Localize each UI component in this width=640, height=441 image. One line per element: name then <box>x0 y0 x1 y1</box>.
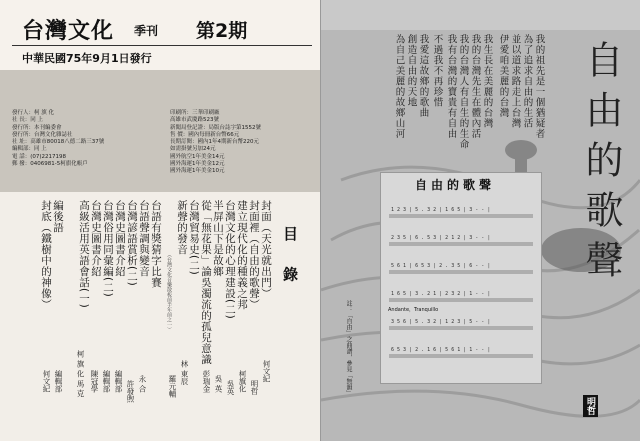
toc-author: 吳 英 <box>214 375 223 393</box>
toc-entry: 台灣諺語賞析(二) <box>126 200 138 287</box>
magazine-frequency: 季刊 <box>134 24 159 38</box>
toc-entry: 台語有獎猜字比賽 <box>150 200 162 288</box>
toc-author: 編輯部 <box>54 370 63 393</box>
publisher-info-right <box>170 110 261 176</box>
info-line: 發行所：本刊編委會 <box>12 124 62 131</box>
essay-line: 我愛這故鄉的歌曲 <box>417 34 429 118</box>
music-score <box>380 172 542 384</box>
essay-line: 伊愛咱美麗的台灣 <box>497 34 509 118</box>
toc-sub-note: （台灣文化音樂散板前半年前之一） <box>166 252 172 332</box>
toc-author: 陳冠學 <box>90 370 99 393</box>
toc-entry: 封面（天光就出門） <box>260 200 272 299</box>
info-line: 國外航空1年美金14元 <box>170 153 225 160</box>
toc-entry: 台語聲調與變音 <box>138 200 150 277</box>
toc-heading: 目 錄 <box>281 226 299 292</box>
publish-date: 中華民國75年9月1日發行 <box>22 52 152 65</box>
essay-line: 我的祖先是一個猶疑者 <box>533 34 545 139</box>
publisher-info-left <box>12 110 104 168</box>
essay-line: 創造自由的天地 <box>405 34 417 108</box>
poem-title: 自由的歌聲 <box>579 40 623 290</box>
info-line: 社 址：高雄市80018八德二路三37號 <box>12 139 105 146</box>
score-staves <box>381 173 541 383</box>
toc-entry: 台灣文化的心理建設(二) <box>224 200 236 320</box>
toc-entry: 台灣俗用同彙編(二) <box>102 200 114 298</box>
toc-author: 吳英 <box>226 380 235 395</box>
info-line: 長期訂閱：國內1年4期新台幣220元 <box>170 139 259 146</box>
info-line: 售 價：國內每冊新台幣66元 <box>170 131 240 138</box>
toc-entry: 建立現代化的種義之邦 <box>236 200 248 310</box>
toc-entry: 封底（鐵樹中的神像） <box>40 200 52 310</box>
toc-author: 彭瑞金 <box>202 370 211 393</box>
svg-text:3 5 6 | 5 . 3 2 | 1 2 3 | 5 -: 3 5 6 | 5 . 3 2 | 1 2 3 | 5 - - | <box>391 319 491 325</box>
svg-text:2 3 5 | 6 . 5 3 | 2 1 2 | 3 -: 2 3 5 | 6 . 5 3 | 2 1 2 | 3 - - | <box>391 235 491 241</box>
svg-text:1 2 3 | 5 . 3 2 | 1 6 5 | 3 -: 1 2 3 | 5 . 3 2 | 1 6 5 | 3 - - | <box>391 207 491 213</box>
score-note: 註：「自由」之曲譜，參見「無韻」 <box>345 300 352 396</box>
toc-author: 何文紀 <box>42 370 51 393</box>
author-name: 明哲 <box>583 395 598 417</box>
essay-line: 並以道求路走上台灣 <box>509 34 521 129</box>
toc-author: 明哲 <box>250 380 259 395</box>
info-line: 電 話：(07)2217198 <box>12 153 67 160</box>
info-line: 新聞局登記證：局版台誌字第1552號 <box>170 124 261 131</box>
issue-number: 第2期 <box>196 20 248 42</box>
essay-line: 我的台灣人有自生的生命 <box>457 34 469 150</box>
essay-line: 我生長在美麗的台灣 <box>481 34 493 129</box>
toc-author: 編輯部 <box>114 370 123 393</box>
toc-author: 何文紀 <box>262 360 271 383</box>
essay-line: 我的台灣先生在體內活 <box>469 34 481 139</box>
toc-entry: 封面裡（自由的歌聲） <box>248 200 260 310</box>
info-line: 發行人：柯 旗 化 <box>12 110 54 116</box>
info-line: 國外海運1年美金12元 <box>170 161 225 168</box>
info-line: 社 長：同 上 <box>12 117 43 124</box>
toc-author: 柯旗化 <box>238 370 247 393</box>
publisher-info <box>0 70 320 192</box>
score-tempo: Andante，Tranquillo <box>388 307 439 313</box>
magazine-title: 台灣文化 <box>22 19 115 44</box>
info-line: 郵 撥：0406981-5柯旗化帳戶 <box>12 161 88 168</box>
toc-entry: 編後語 <box>52 200 64 233</box>
score-title: 自由的歌聲 <box>415 178 496 192</box>
essay-line: 為了追求自由的生活 <box>521 34 533 129</box>
info-line: 發行所：台灣文化雜誌社 <box>12 131 73 138</box>
toc-author: 柯 旗 化 馬 克 <box>76 350 85 398</box>
toc-entry: 從「無花果」論吳濁流的孤兒意識 <box>200 200 212 365</box>
masthead-rule <box>12 45 312 46</box>
toc-entry: 台灣史圖書介紹 <box>90 200 102 277</box>
toc-entry: 台灣貿易史(二) <box>188 200 200 276</box>
toc-entry: 高級活用英語會話(一) <box>78 200 90 309</box>
essay-line: 我有台灣的寶貴有自由 <box>445 34 457 139</box>
info-line: 如需掛號另加24元 <box>170 146 216 153</box>
svg-text:6 5 3 | 2 . 1 6 | 5 6 1 | 1 -: 6 5 3 | 2 . 1 6 | 5 6 1 | 1 - - | <box>391 347 491 353</box>
info-line: 國外海運1年美金10元 <box>170 168 225 175</box>
toc-author: 編輯部 <box>102 370 111 393</box>
essay-line: 為自己美麗的故鄉山河 <box>393 34 405 139</box>
svg-text:1 6 5 | 3 . 2 1 | 2 3 2 | 1 -: 1 6 5 | 3 . 2 1 | 2 3 2 | 1 - - | <box>391 291 491 297</box>
toc-entry: 台灣史圖書介紹 <box>114 200 126 277</box>
toc-author: 許發煦 <box>126 380 135 403</box>
info-line: 編輯部：同 上 <box>12 146 47 153</box>
toc-author: 羅元輔 <box>168 375 177 398</box>
toc-author: 永 合 <box>138 375 147 393</box>
essay-line: 不過我不再珍惜 <box>431 34 443 108</box>
toc-author: 林 東辰 <box>180 360 189 385</box>
masthead <box>0 0 320 70</box>
info-line: 高雄市武慶路523號 <box>170 117 219 124</box>
toc-entry: 半屏山下是故鄉 <box>212 200 224 277</box>
svg-text:5 6 1 | 6 5 3 | 2 . 3 5 | 6 -: 5 6 1 | 6 5 3 | 2 . 3 5 | 6 - - | <box>391 263 491 269</box>
toc-entry: 新聲的發音 <box>176 200 188 255</box>
info-line: 印刷所：三華印刷廠 <box>170 110 220 116</box>
